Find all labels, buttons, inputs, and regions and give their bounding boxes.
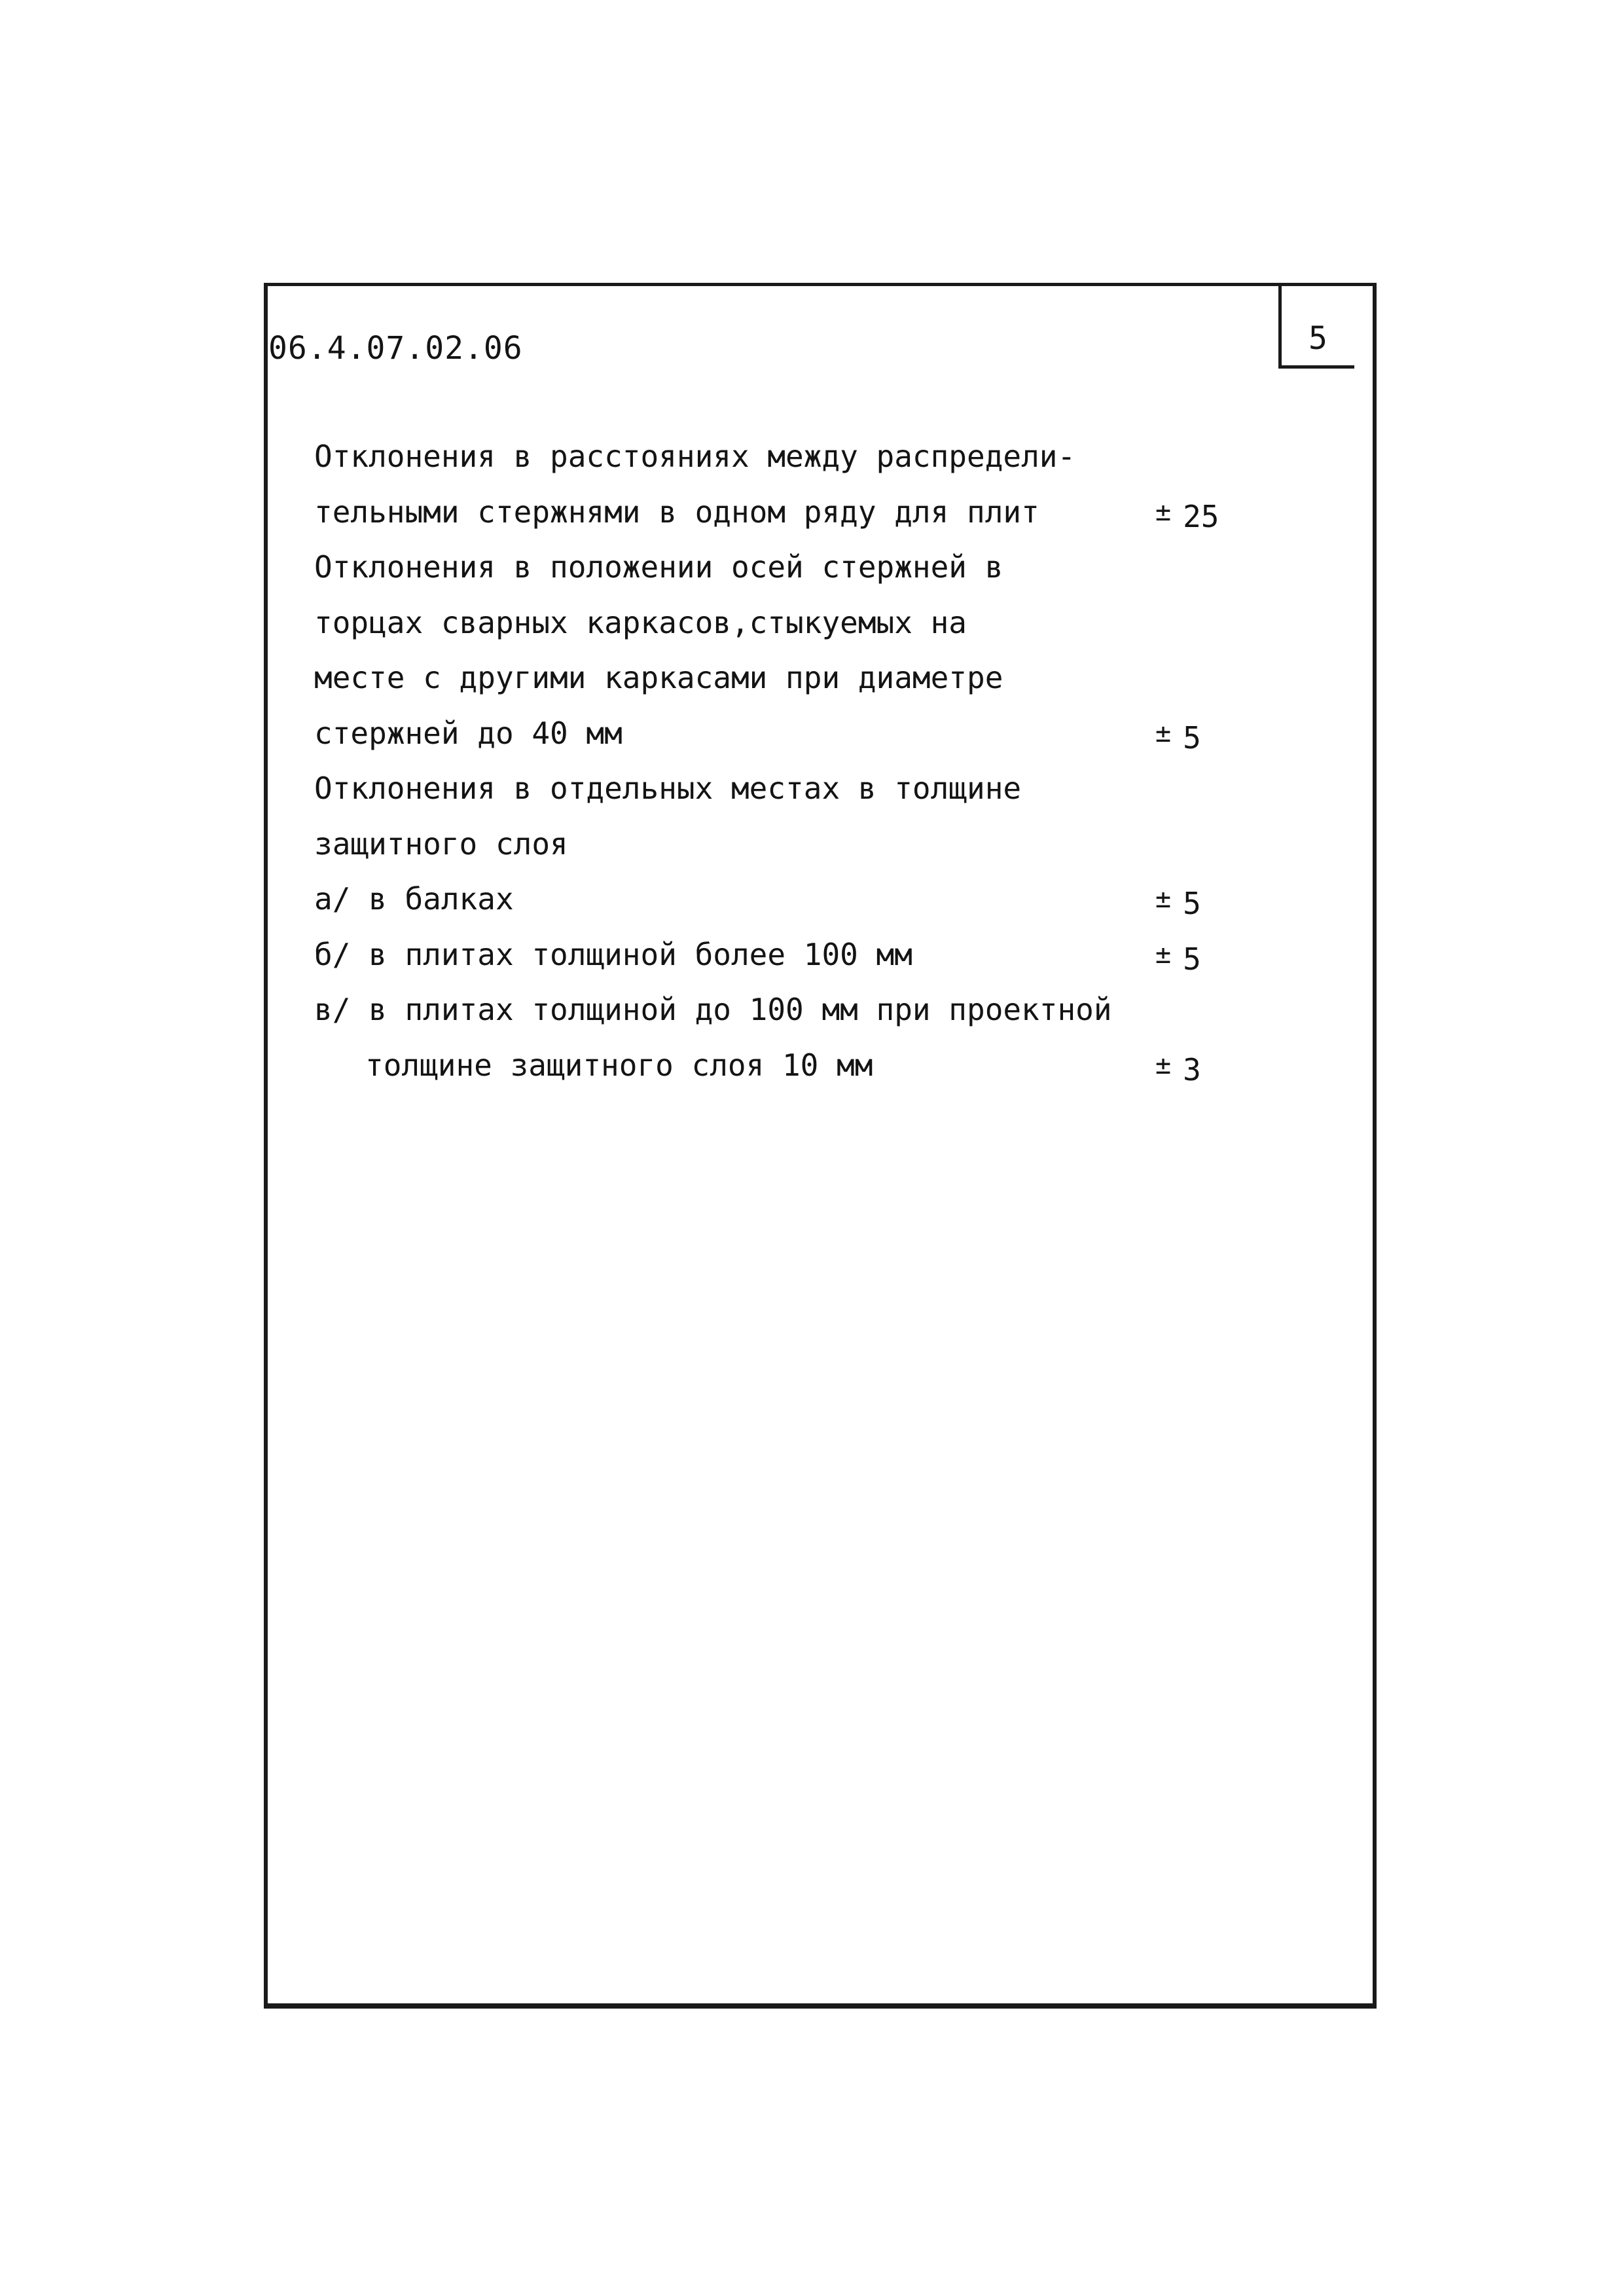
text-line xyxy=(314,712,1322,768)
tolerance-value xyxy=(1155,1044,1201,1091)
line-text: Отклонения в положении осей стержней в xyxy=(314,549,1003,585)
line-text: торцах сварных каркасов,стыкуемых на xyxy=(314,604,967,640)
line-text: а/ в балках xyxy=(314,881,514,917)
line-text: Отклонения в расстояниях между распредели- xyxy=(314,439,1076,474)
text-line xyxy=(314,823,1322,879)
text-line xyxy=(314,989,1322,1044)
tolerance-value xyxy=(1155,823,1167,865)
plus-minus-sign: ± xyxy=(1155,718,1172,748)
line-text: Отклонения в отдельных местах в толщине xyxy=(314,771,1022,806)
tolerance-number: 5 xyxy=(1183,941,1201,977)
tolerance-value xyxy=(1155,989,1167,1030)
plus-minus-sign: ± xyxy=(1155,884,1172,914)
tolerance-value xyxy=(1155,435,1167,477)
text-line xyxy=(314,657,1322,712)
line-text: тельными стержнями в одном ряду для плит xyxy=(314,494,1039,530)
tolerance-value xyxy=(1155,491,1219,538)
tolerance-value xyxy=(1155,602,1167,644)
line-text: в/ в плитах толщиной до 100 мм при проектной xyxy=(314,992,1112,1027)
plus-minus-sign: ± xyxy=(1155,496,1172,527)
text-line xyxy=(314,435,1322,491)
tolerance-list xyxy=(314,435,1322,1099)
text-line xyxy=(314,1044,1322,1100)
line-text: защитного слоя xyxy=(314,826,568,862)
page-number: 5 xyxy=(1308,320,1327,357)
text-line xyxy=(314,934,1322,989)
plus-minus-sign: ± xyxy=(1155,1049,1172,1080)
tolerance-number: 5 xyxy=(1183,720,1201,756)
tolerance-number: 25 xyxy=(1183,498,1219,534)
document-code: 06.4.07.02.06 xyxy=(268,330,523,367)
line-text: месте с другими каркасами при диаметре xyxy=(314,660,1003,695)
line-text: б/ в плитах толщиной более 100 мм xyxy=(314,936,912,972)
tolerance-number: 5 xyxy=(1183,886,1201,921)
line-text: стержней до 40 мм xyxy=(314,715,623,751)
tolerance-value xyxy=(1155,546,1167,588)
tolerance-number: 3 xyxy=(1183,1051,1201,1087)
tolerance-value xyxy=(1155,878,1201,924)
text-line xyxy=(314,602,1322,657)
text-line xyxy=(314,546,1322,602)
text-line xyxy=(314,878,1322,934)
plus-minus-sign: ± xyxy=(1155,939,1172,970)
tolerance-value xyxy=(1155,657,1167,699)
tolerance-value xyxy=(1155,767,1167,809)
text-line xyxy=(314,491,1322,547)
page-number-box xyxy=(1278,286,1354,369)
text-line xyxy=(314,767,1322,823)
line-text: толщине защитного слоя 10 мм xyxy=(365,1047,873,1083)
tolerance-value xyxy=(1155,934,1201,980)
tolerance-value xyxy=(1155,712,1201,759)
